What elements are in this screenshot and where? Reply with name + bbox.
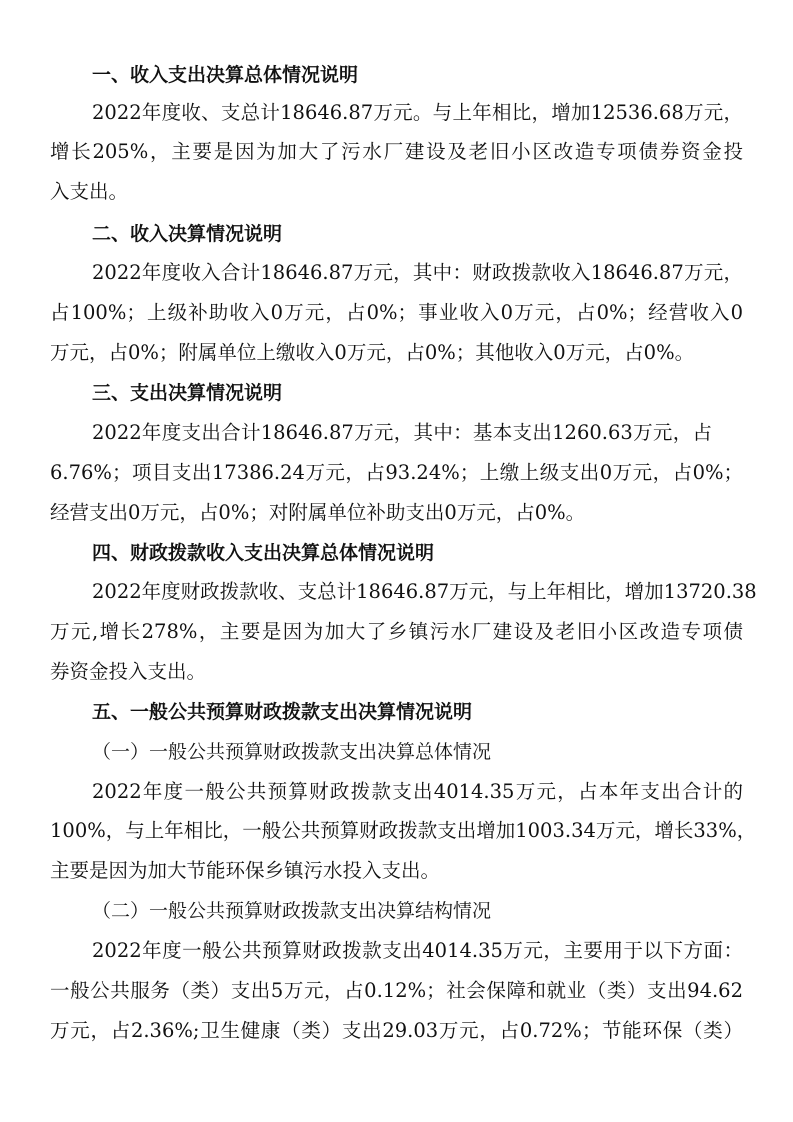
paragraph-line: 100%，与上年相比，一般公共预算财政拨款支出增加1003.34万元，增长33%， [50,819,757,842]
section-2-heading: 二、收入决算情况说明 [92,223,283,245]
paragraph-line: 入支出。 [50,180,129,203]
paragraph-line: 占100%；上级补助收入0万元，占0%；事业收入0万元，占0%；经营收入0 [50,301,743,324]
section-4-heading: 四、财政拨款收入支出决算总体情况说明 [92,542,435,564]
subsection-5-1-heading: （一）一般公共预算财政拨款支出决算总体情况 [92,741,492,763]
paragraph-line: 万元,增长278%，主要是因为加大了乡镇污水厂建设及老旧小区改造专项债 [50,620,743,643]
paragraph-line: 2022年度一般公共预算财政拨款支出4014.35万元，占本年支出合计的 [92,780,743,803]
paragraph-line: 增长205%，主要是因为加大了污水厂建设及老旧小区改造专项债券资金投 [50,140,743,163]
paragraph-line: 2022年度收入合计18646.87万元，其中：财政拨款收入18646.87万元， [92,261,743,284]
subsection-5-2-heading: （二）一般公共预算财政拨款支出决算结构情况 [92,900,492,922]
paragraph-line: 2022年度收、支总计18646.87万元。与上年相比，增加12536.68万元， [92,101,743,124]
section-1-heading: 一、收入支出决算总体情况说明 [92,64,359,86]
paragraph-line: 6.76%；项目支出17386.24万元，占93.24%；上缴上级支出0万元，占0%； [50,461,743,484]
section-5-heading: 五、一般公共预算财政拨款支出决算情况说明 [92,701,473,723]
paragraph-line: 经营支出0万元，占0%；对附属单位补助支出0万元，占0%。 [50,501,586,524]
paragraph-line: 主要是因为加大节能环保乡镇污水投入支出。 [50,859,441,882]
paragraph-line: 券资金投入支出。 [50,660,207,683]
section-3-heading: 三、支出决算情况说明 [92,382,283,404]
paragraph-line: 万元，占0%；附属单位上缴收入0万元，占0%；其他收入0万元，占0%。 [50,341,695,364]
paragraph-line: 2022年度一般公共预算财政拨款支出4014.35万元，主要用于以下方面： [92,939,743,962]
paragraph-line: 2022年度支出合计18646.87万元，其中：基本支出1260.63万元，占 [92,421,712,444]
paragraph-line: 万元，占2.36%;卫生健康（类）支出29.03万元，占0.72%；节能环保（类） [50,1019,743,1042]
paragraph-line: 2022年度财政拨款收、支总计18646.87万元，与上年相比，增加13720.38 [92,580,757,603]
paragraph-line: 一般公共服务（类）支出5万元，占0.12%；社会保障和就业（类）支出94.62 [50,979,743,1002]
